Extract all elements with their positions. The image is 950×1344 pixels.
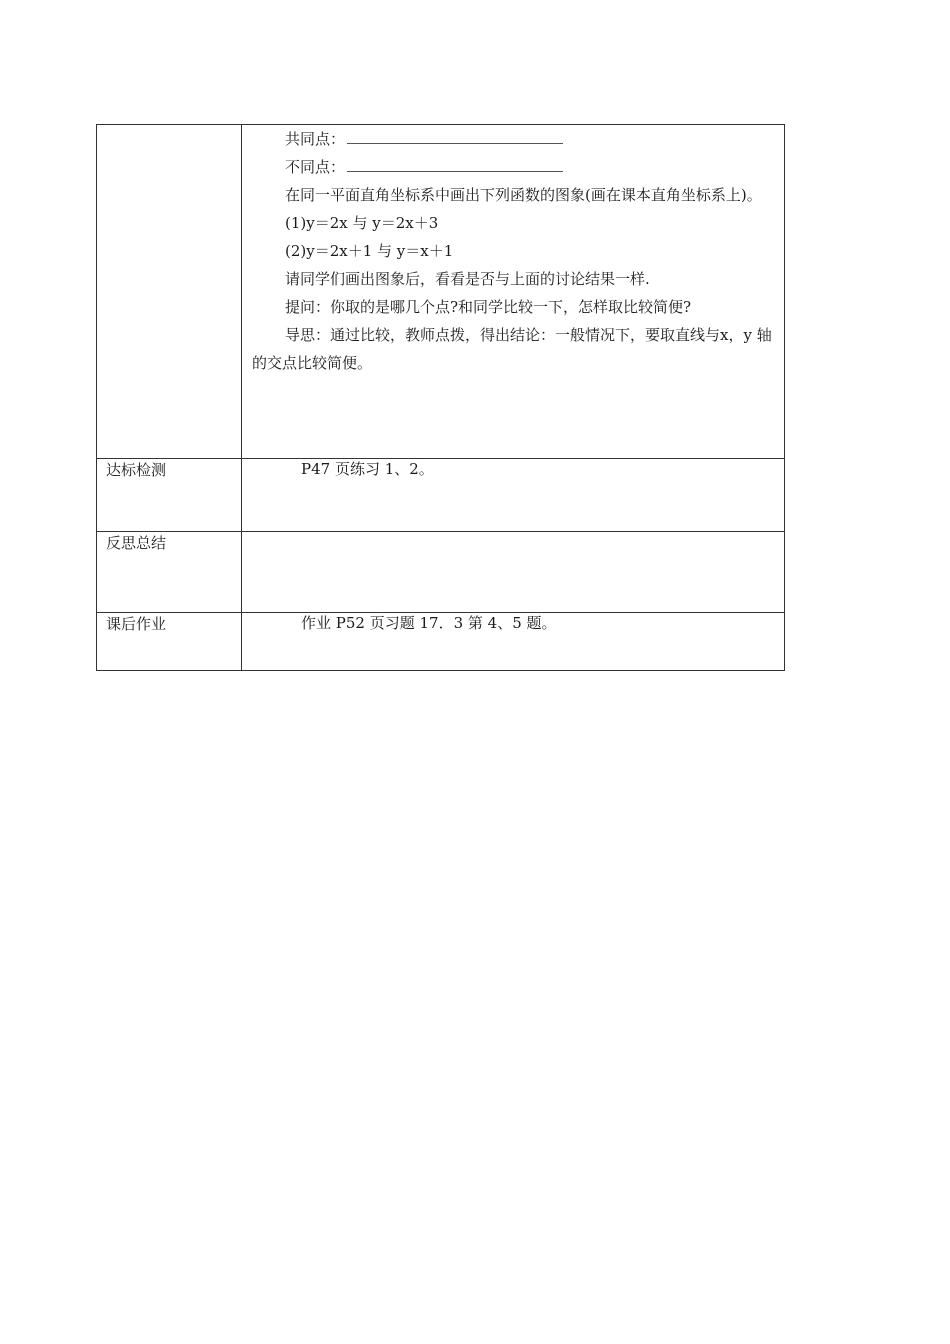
question-text: 提问：你取的是哪几个点?和同学比较一下，怎样取比较简便? [285, 298, 692, 316]
common-points-label: 共同点： [285, 130, 346, 148]
function-pair-1: (1)y＝2x 与 y＝2x＋3 [285, 214, 439, 232]
reflection-label-cell [97, 532, 242, 613]
common-points-blank[interactable] [347, 129, 563, 144]
homework-content: 作业 P52 页习题 17．3 第 4、5 题。 [301, 614, 557, 632]
function-pair-2: (2)y＝2x＋1 与 y＝x＋1 [285, 242, 454, 260]
row-label [106, 125, 241, 126]
assessment-content-cell [242, 459, 785, 532]
different-points-label: 不同点： [285, 158, 346, 176]
common-points-line [252, 125, 776, 153]
row-label-empty [97, 125, 242, 459]
table-row-assessment [97, 459, 785, 532]
homework-content-cell [242, 613, 785, 671]
guide-text: 导思：通过比较，教师点拨，得出结论：一般情况下，要取直线与x，y 轴的交点比较简便。 [252, 326, 772, 372]
reflection-content-cell[interactable] [242, 532, 785, 613]
activity-content [242, 125, 785, 459]
table-row-reflection [97, 532, 785, 613]
table-row-activity [97, 125, 785, 459]
homework-label: 课后作业 [106, 615, 167, 633]
assessment-label: 达标检测 [106, 461, 167, 479]
lesson-plan-table [96, 124, 785, 671]
assessment-label-cell [97, 459, 242, 532]
different-points-blank[interactable] [347, 157, 563, 172]
assessment-content: P47 页练习 1、2。 [301, 460, 434, 478]
different-points-line [252, 153, 776, 181]
reflection-label: 反思总结 [106, 534, 167, 552]
table-row-homework [97, 613, 785, 671]
instruction-text: 在同一平面直角坐标系中画出下列函数的图象(画在课本直角坐标系上)。 [285, 186, 762, 204]
homework-label-cell [97, 613, 242, 671]
check-text: 请同学们画出图象后，看看是否与上面的讨论结果一样. [285, 270, 650, 288]
